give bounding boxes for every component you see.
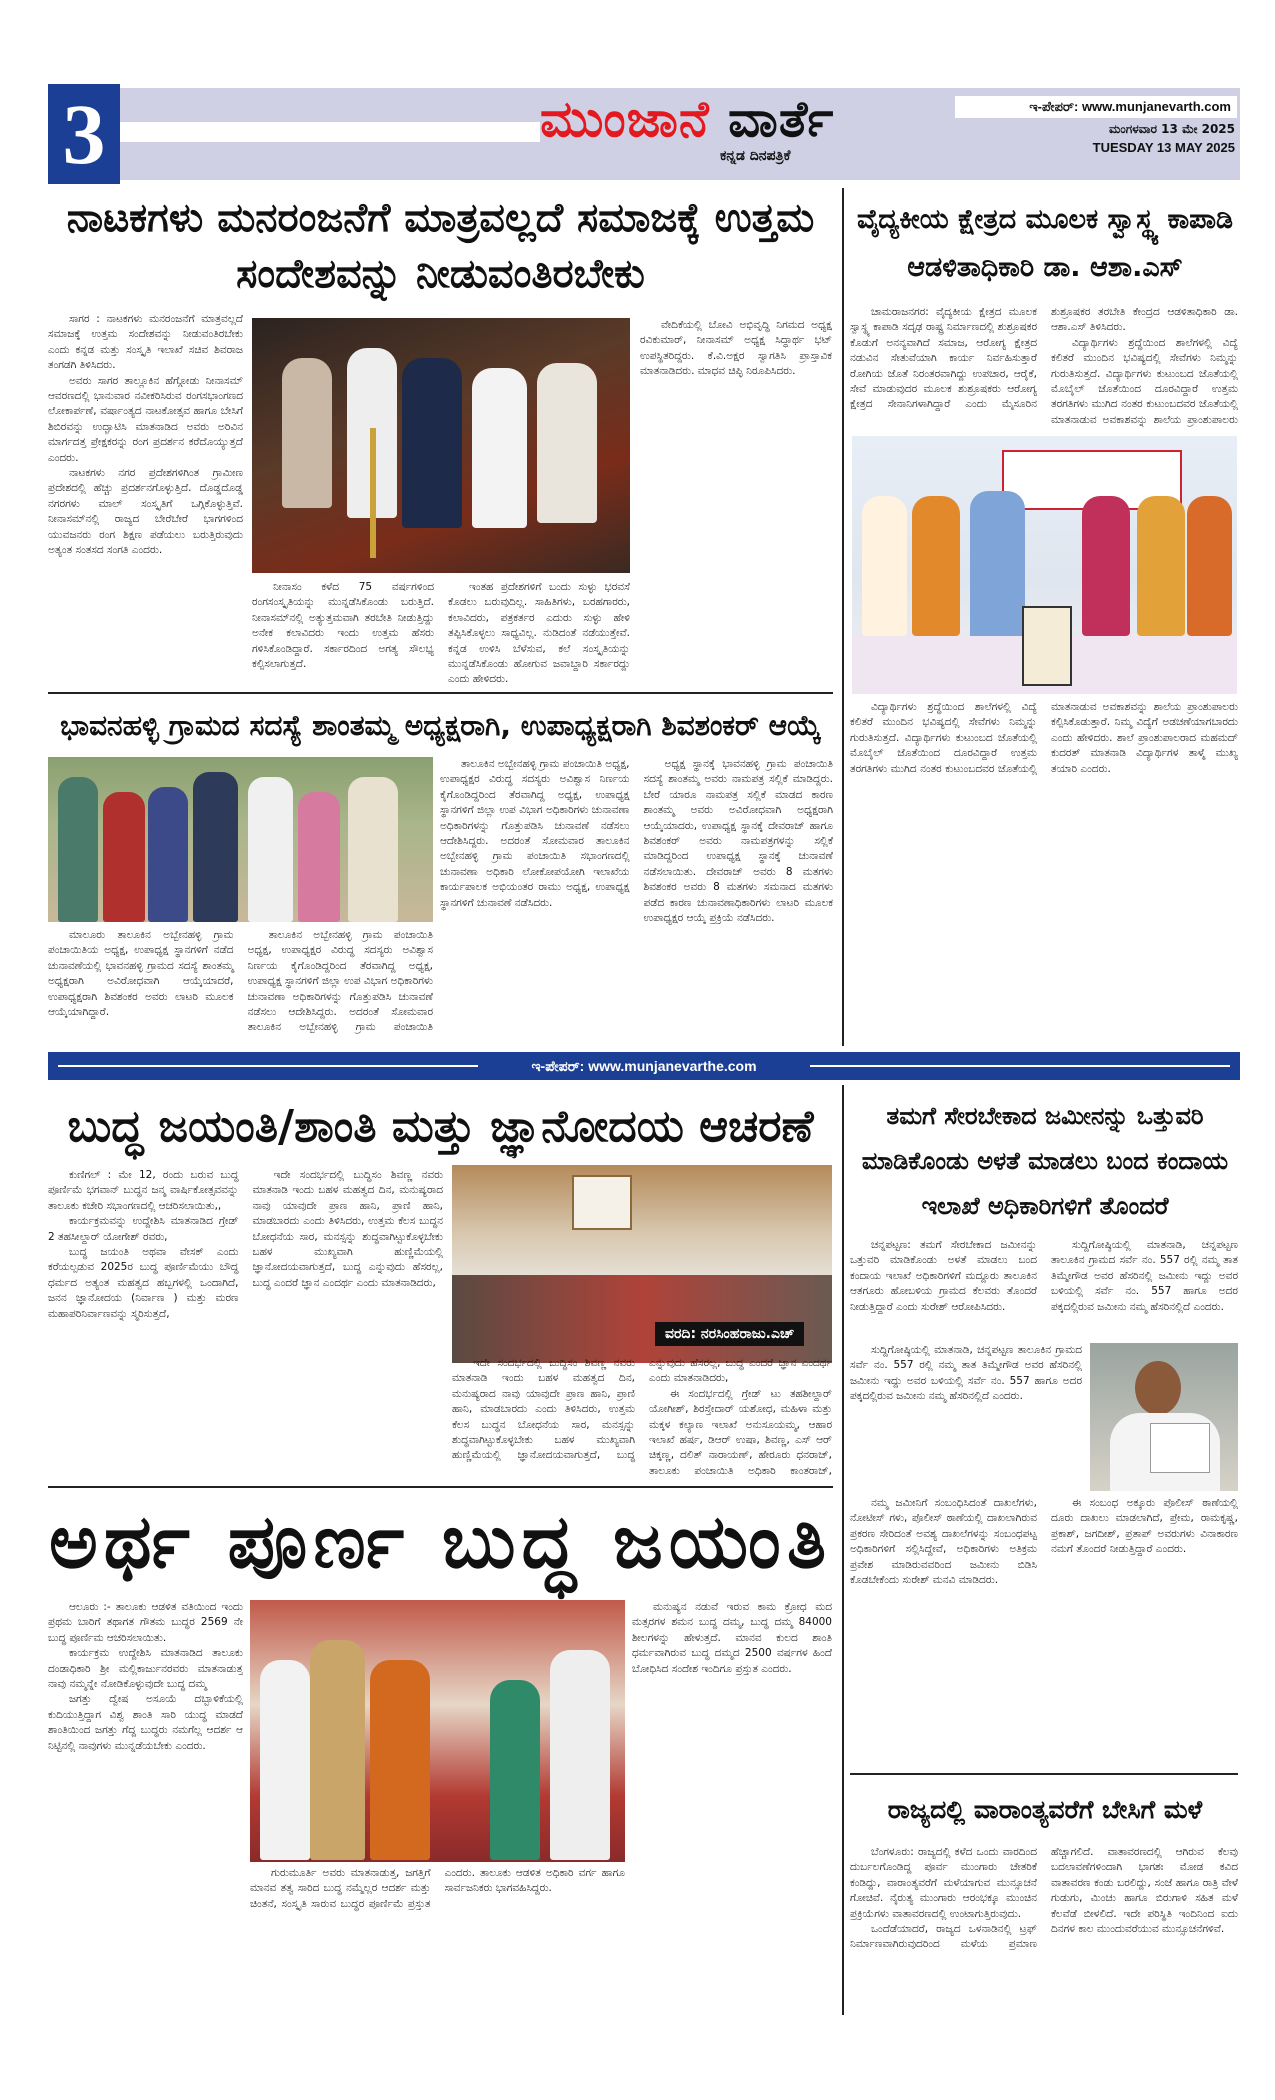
article-body [48, 1600, 243, 2010]
section-divider [48, 692, 833, 694]
article-paragraph: ಈ ಸಂದರ್ಭದಲ್ಲಿ ಗ್ರೇಡ್ ಟು ತಹಶೀಲ್ದಾರ್ ಯೋಗೀಶ್, ಶಿರಸ್ತೇದಾರ್ ಯಶೋಧ, ಮಹಿಳಾ ಮತ್ತು ಮಕ್ಕಳ ಕಲ್ಯಾಣ ಇಲಾಖೆ ಅನುಸೂಯಮ್ಮ, ಆಹಾರ ಇಲಾಖೆ ಹರ್ಷ, ಡಿಆರ್ ಉಷಾ, ಶಿವಣ್ಣ, ಎಸ್ ಆರ್ ಚಿಕ್ಕಣ್ಣ, ದಲಿತ್ ನಾರಾಯಣ್, ಹೇರೂರು ಧನರಾಜ್, ತಾಲೂಕು ಪಂಚಾಯಿತಿ ಅಧಿಕಾರಿ ಕಾಂತರಾಜ್, [649, 1387, 832, 1477]
article-paragraph: ಸುದ್ದಿಗೋಷ್ಠಿಯಲ್ಲಿ ಮಾತನಾಡಿ, ಚನ್ನಪಟ್ಟಣ ತಾಲೂಕಿನ ಗ್ರಾಮದ ಸರ್ವೆ ನಂ. 557 ರಲ್ಲಿ ನಮ್ಮ ತಾತ ತಿಮ್ಮೇಗೌಡ ಅವರ ಹೆಸರಿನಲ್ಲಿ ಜಮೀನು ಇದ್ದು ಅವರ ಬಳಿಯಲ್ಲಿ ಸರ್ವೆ ನಂ. 557 ಹಾಗೂ ಅದರ ಪಕ್ಕದಲ್ಲಿರುವ ಜಮೀನು ನಮ್ಮ ಹೆಸರಿನಲ್ಲಿದೆ ಎಂದರು. [850, 1344, 1082, 1403]
article-paragraph: ವೇದಿಕೆಯಲ್ಲಿ ಬೋವಿ ಅಭಿವೃದ್ಧಿ ನಿಗಮದ ಅಧ್ಯಕ್ಷ ರವಿಕುಮಾರ್, ನೀನಾಸಮ್ ಅಧ್ಯಕ್ಷ ಸಿದ್ಧಾರ್ಥ ಭಟ್ ಉಪಸ್ಥಿತರಿದ್ದರು. ಕೆ.ವಿ.ಅಕ್ಷರ ಸ್ವಾಗತಿಸಿ ಪ್ರಾಸ್ತಾವಿಕ ಮಾತನಾಡಿದರು. ಮಾಧವ ಚಿಪ್ಳಿ ನಿರೂಪಿಸಿದರು. [640, 319, 832, 378]
photo-lamp-lighting [252, 318, 630, 573]
article-paragraph: ಕಾರ್ಯಕ್ರಮವನ್ನು ಉದ್ದೇಶಿಸಿ ಮಾತನಾಡಿದ ಗ್ರೇಡ್ 2 ತಹಸೀಲ್ದಾರ್ ಯೋಗೇಶ್ ರವರು, [48, 1215, 239, 1243]
headline-land-encroachment: ತಮಗೆ ಸೇರಬೇಕಾದ ಜಮೀನನ್ನು ಒತ್ತುವರಿ ಮಾಡಿಕೊಂಡು ಅಳತೆ ಮಾಡಲು ಬಂದ ಕಂದಾಯ ಇಲಾಖೆ ಅಧಿಕಾರಿಗಳಿಗೆ ತೊಂದರೆ [861, 1102, 1229, 1220]
article-paragraph: ಅಧ್ಯಕ್ಷ ಸ್ಥಾನಕ್ಕೆ ಭಾವನಹಳ್ಳಿ ಗ್ರಾಮ ಪಂಚಾಯಿತಿ ಸದಸ್ಯೆ ಶಾಂತಮ್ಮ ಅವರು ನಾಮಪತ್ರ ಸಲ್ಲಿಕೆ ಮಾಡಿದ್ದರು. ಬೇರೆ ಯಾರೂ ನಾಮಪತ್ರ ಸಲ್ಲಿಕೆ ಮಾಡದ ಕಾರಣ ಶಾಂತಮ್ಮ ಅವರು ಅವಿರೋಧವಾಗಿ ಅಧ್ಯಕ್ಷರಾಗಿ ಆಯ್ಕೆಯಾದರು, ಉಪಾಧ್ಯಕ್ಷ ಸ್ಥಾನಕ್ಕೆ ದೇವರಾಜ್ ಹಾಗೂ ಶಿವಶಂಕರ್ ಅವರು ನಾಮಪತ್ರಗಳನ್ನು ಸಲ್ಲಿಕೆ ಮಾಡಿದ್ದರಿಂದ ಉಪಾಧ್ಯಕ್ಷ ಸ್ಥಾನಕ್ಕೆ ಚುನಾವಣೆ ನಡೆಸಲಾಯಿತು. ದೇವರಾಜ್ ಅವರು 8 ಮತಗಳು ಶಿವಶಂಕರ ಅವರು 8 ಮತಗಳು ಸಮನಾದ ಮತಗಳು ಪಡೆದ ಕಾರಣ ಚುನಾವಣಾಧಿಕಾರಿಗಳು ಲಾಟರಿ ಮೂಲಕ ಉಪಾಧ್ಯಕ್ಷರ ಆಯ್ಕೆ ಪ್ರಕ್ರಿಯೆ ನಡೆಸಿದರು. [643, 758, 833, 925]
article-paragraph: ಇದೇ ಸಂದರ್ಭದಲ್ಲಿ ಬುದ್ಧಿಸಂ ಶಿವಣ್ಣ ನವರು ಮಾತನಾಡಿ ಇಂದು ಬಹಳ ಮಹತ್ವದ ದಿನ, ಮನುಷ್ಯರಾದ ನಾವು ಯಾವುದೇ ಪ್ರಾಣ ಹಾನಿ, ಪ್ರಾಣಿ ಹಾನಿ, ಮಾಡಬಾರದು ಎಂದು ತಿಳಿಸಿದರು, ಉತ್ತಮ ಕೆಲಸ ಬುದ್ಧನ ಬೋಧನೆಯ ಸಾರ, ಮನಸ್ಸನ್ನು ಶುದ್ಧವಾಗಿಟ್ಟುಕೊಳ್ಳಬೇಕು ಬಹಳ ಮುಖ್ಯವಾಗಿ ಹುಣ್ಣಿಮೆಯಲ್ಲಿ ಜ್ಞಾನೋದಯವಾಗುತ್ತದೆ, ಬುದ್ಧ ಎನ್ನುವುದು ಹೆಸರಲ್ಲ, ಬುದ್ಧ ಎಂದರೆ ಜ್ಞಾನ ಎಂದರ್ಥ ಎಂದು ಮಾತನಾಡಿದರು, [452, 1357, 832, 1462]
headline-village: ಭಾವನಹಳ್ಳಿ ಗ್ರಾಮದ ಸದಸ್ಯೆ ಶಾಂತಮ್ಮ ಅಧ್ಯಕ್ಷರಾಗಿ, ಉಪಾಧ್ಯಕ್ಷರಾಗಿ ಶಿವಶಂಕರ್ ಆಯ್ಕೆ [60, 709, 821, 742]
article-body [440, 757, 833, 1040]
article-paragraph: ಚಾಮರಾಜನಗರ: ವೈದ್ಯಕೀಯ ಕ್ಷೇತ್ರದ ಮೂಲಕ ಸ್ವಾಸ್ಥ್ಯ ಕಾಪಾಡಿ ಸದೃಢ ರಾಷ್ಟ್ರ ನಿರ್ಮಾಣದಲ್ಲಿ ಶುಶ್ರೂಷಕರ ಕೊಡುಗೆ ಅನನ್ಯವಾಗಿದೆ ಸಮಾಜ, ಆರೋಗ್ಯ ಕ್ಷೇತ್ರದ ನಡುವಿನ ಸೇತುವೆಯಾಗಿ ಕಾರ್ಯ ನಿರ್ವಹಿಸುತ್ತಾರೆ ರೋಗಿಯ ಜೊತೆ ನಿರಂತರವಾಗಿದ್ದು ಉಪಚಾರ, ಆರೈಕೆ, ಸೇವೆ ಮಾಡುವುದರ ಮೂಲಕ ಶುಶ್ರೂಷಕರು ಆರೋಗ್ಯ ಕ್ಷೇತ್ರದ ಸೇನಾನಿಗಳಾಗಿದ್ದಾರೆ ಎಂದು ಮೈಸೂರಿನ ಶುಶ್ರೂಷಕರ ತರಬೇತಿ ಕೇಂದ್ರದ ಆಡಳಿತಾಧಿಕಾರಿ ಡಾ. ಆಶಾ.ಎಸ್ ತಿಳಿಸಿದರು. [850, 306, 1238, 411]
article-paragraph: ವಿದ್ಯಾರ್ಥಿಗಳು ಶ್ರದ್ಧೆಯಿಂದ ಶಾಲೆಗಳಲ್ಲಿ ವಿದ್ಯೆ ಕಲಿತರೆ ಮುಂದಿನ ಭವಿಷ್ಯದಲ್ಲಿ ಸೇವೆಗಳು ನಿಮ್ಮನ್ನು ಗುರುತಿಸುತ್ತದೆ. ವಿದ್ಯಾರ್ಥಿಗಳು ಕುಟುಂಬದ ಜೊತೆಯಲ್ಲಿ ಮೊಬೈಲ್ ಜೊತೆಯಿಂದ ದೂರವಿದ್ದಾರೆ ಉತ್ತಮ ತರಗತಿಗಳು ಮುಗಿದ ನಂತರ ಕುಟುಂಬದವರ ಜೊತೆಯಲ್ಲಿ ಮಾತನಾಡುವ ಅವಕಾಶವನ್ನು ಶಾಲೆಯ ಪ್ರಾಂಶುಪಾಲರು [1051, 336, 1238, 426]
article-body [850, 1343, 1082, 1493]
article-paragraph: ಆಲೂರು :- ತಾಲೂಕು ಆಡಳಿತ ವತಿಯಿಂದ ಇಂದು ಪ್ರಥಮ ಬಾರಿಗೆ ತಥಾಗತ ಗೌತಮ ಬುದ್ಧರ 2569 ನೇ ಬುದ್ಧ ಪೂರ್ಣಿಮ ಆಚರಿಸಲಾಯಿತು. [48, 1601, 243, 1644]
column-divider [842, 188, 844, 1046]
article-paragraph: ಒಂದೆಡೆಯಾದರೆ, ರಾಜ್ಯದ ಒಳನಾಡಿನಲ್ಲಿ ಟ್ರಫ್ ನಿರ್ಮಾಣವಾಗಿರುವುದರಿಂದ ಮಳೆಯ ಪ್ರಮಾಣ ಹೆಚ್ಚಾಗಲಿದೆ. ವಾತಾವರಣದಲ್ಲಿ ಆಗಿರುವ ಕೆಲವು ಬದಲಾವಣೆಗಳಿಂದಾಗಿ ಭಾಗಶಃ ಮೋಡ ಕವಿದ ವಾತಾವರಣ ಕಂಡು ಬರಲಿದ್ದು, ಸಂಜೆ ಹಾಗೂ ರಾತ್ರಿ ವೇಳೆ ಗುಡುಗು, ಮಿಂಚು ಹಾಗೂ ಬಿರುಗಾಳಿ ಸಹಿತ ಮಳೆ ಕೆಲವೆಡೆ ಬೀಳಲಿದೆ. ಇದೇ ಪರಿಸ್ಥಿತಿ ಇಂದಿನಿಂದ ಐದು ದಿನಗಳ ಕಾಲ ಮುಂದುವರೆಯುವ ಮುನ್ಸೂಚನೆಗಳಿವೆ. [850, 1846, 1238, 1951]
article-body [850, 700, 1238, 1040]
headline-buddha-aluru: ಅರ್ಥ ಪೂರ್ಣ ಬುದ್ಧ ಜಯಂತಿ [48, 1499, 833, 1585]
article-body [850, 305, 1238, 433]
article-paragraph: ತಾಲೂಕಿನ ಅಬ್ಬೇನಹಳ್ಳಿ ಗ್ರಾಮ ಪಂಚಾಯಿತಿ ಅಧ್ಯಕ್ಷ, ಉಪಾಧ್ಯಕ್ಷರ ವಿರುದ್ಧ ಸದಸ್ಯರು ಅವಿಶ್ವಾಸ ನಿರ್ಣಯ ಕೈಗೊಂಡಿದ್ದರಿಂದ ತೆರವಾಗಿದ್ದ ಅಧ್ಯಕ್ಷ, ಉಪಾಧ್ಯಕ್ಷ ಸ್ಥಾನಗಳಿಗೆ ಜಿಲ್ಲಾ ಉಪ ವಿಭಾಗ ಅಧಿಕಾರಿಗಳು ಚುನಾವಣಾ ಅಧಿಕಾರಿಗಳನ್ನು ಗೊತ್ತುಪಡಿಸಿ ಚುನಾವಣೆ ನಡೆಸಲು ಆದೇಶಿಸಿದ್ದರು. ಅದರಂತೆ ಸೋಮವಾರ ತಾಲೂಕಿನ ಅಬ್ಬೇನಹಳ್ಳಿ ಗ್ರಾಮ ಪಂಚಾಯಿತಿ [247, 929, 433, 1034]
masthead-stripe [120, 122, 540, 142]
article-paragraph: ಜಗತ್ತು ದ್ವೇಷ ಅಸೂಯೆ ದಬ್ಬಾಳಿಕೆಯಲ್ಲಿ ಕುದಿಯುತ್ತಿದ್ದಾಗ ವಿಶ್ವ ಶಾಂತಿ ಸಾರಿ ಯುದ್ಧ ಮಾಡದೆ ಶಾಂತಿಯಿಂದ ಜಗತ್ತು ಗೆದ್ದ ಬುದ್ಧರು ನಮಗೆಲ್ಲ ಆದರ್ಶ ಆ ನಿಟ್ಟಿನಲ್ಲಿ ನಾವುಗಳು ಮುನ್ನಡೆಯಬೇಕು ಎಂದರು. [48, 1693, 243, 1752]
section-divider [48, 1486, 833, 1488]
newspaper-logo [540, 90, 834, 149]
headline-health: ವೈದ್ಯಕೀಯ ಕ್ಷೇತ್ರದ ಮೂಲಕ ಸ್ವಾಸ್ಥ್ಯ ಕಾಪಾಡಿ ಆಡಳಿತಾಧಿಕಾರಿ ಡಾ. ಆಶಾ.ಎಸ್ [856, 204, 1234, 283]
logo-part2: ವಾರ್ತೆ [728, 90, 835, 148]
article-body [850, 1496, 1238, 1766]
photo-lamp-ceremony [250, 1600, 625, 1862]
article-paragraph: ಕಾರ್ಯಕ್ರಮ ಉದ್ದೇಶಿಸಿ ಮಾತನಾಡಿದ ತಾಲೂಕು ದಂಡಾಧಿಕಾರಿ ಶ್ರೀ ಮಲ್ಲಿಕಾರ್ಜುನರವರು ಮಾತನಾಡುತ್ತ ನಾವು ನಮ್ಮನ್ನೇ ನೋಡಿಕೊಳ್ಳುವುದೇ ಬುದ್ಧ ದಮ್ಮ [48, 1647, 243, 1691]
article-paragraph: ಬುದ್ಧ ಜಯಂತಿ ಅಥವಾ ವೇಸಕ್ ಎಂದು ಕರೆಯಲ್ಪಡುವ 2025ರ ಬುದ್ಧ ಪೂರ್ಣಿಮೆಯು ಬೌದ್ಧ ಧರ್ಮದ ಅತ್ಯಂತ ಮಹತ್ವದ ಹಬ್ಬಗಳಲ್ಲಿ ಒಂದಾಗಿದೆ, ಜನನ ಜ್ಞಾನೋದಯ (ನಿರ್ವಾಣ ) ಮತ್ತು ಮರಣ ಮಹಾಪರಿನಿರ್ವಾಣವನ್ನು ಸ್ಮರಿಸುತ್ತದೆ, [48, 1246, 239, 1320]
article-body [250, 1866, 625, 2011]
tagline: ಕನ್ನಡ ದಿನಪತ್ರಿಕೆ [720, 148, 791, 164]
page-number: 3 [48, 84, 120, 184]
headline-buddha-jayanti: ಬುದ್ಧ ಜಯಂತಿ/ಶಾಂತಿ ಮತ್ತು ಜ್ಞಾನೋದಯ ಆಚರಣೆ [67, 1101, 814, 1152]
article-paragraph: ನಮ್ಮ ಜಮೀನಿಗೆ ಸಂಬಂಧಿಸಿದಂತೆ ದಾಖಲೆಗಳು, ನೋಟೀಸ್ ಗಳು, ಪೊಲೀಸ್ ಠಾಣೆಯಲ್ಲಿ ದಾಖಲಾಗಿರುವ ಪ್ರಕರಣ ಸೇರಿದಂತೆ ಅವಶ್ಯ ದಾಖಲೆಗಳನ್ನು ಸಂಬಂಧಪಟ್ಟ ಅಧಿಕಾರಿಗಳಿಗೆ ಸಲ್ಲಿಸಿದ್ದೇವೆ, ಅಧಿಕಾರಿಗಳು ಅತಿಕ್ರಮ ಪ್ರವೇಶ ಮಾಡಿರುವವರಿಂದ ಜಮೀನು ಬಿಡಿಸಿ ಕೊಡಬೇಕೆಂದು ಸುರೇಶ್ ಮನವಿ ಮಾಡಿದರು. [850, 1497, 1037, 1587]
article-paragraph: ಮಾಲೂರು ತಾಲೂಕಿನ ಅಬ್ಬೇನಹಳ್ಳಿ ಗ್ರಾಮ ಪಂಚಾಯಿತಿಯ ಅಧ್ಯಕ್ಷ, ಉಪಾಧ್ಯಕ್ಷ ಸ್ಥಾನಗಳಿಗೆ ನಡೆದ ಚುನಾವಣೆಯಲ್ಲಿ ಭಾವನಹಳ್ಳಿ ಗ್ರಾಮದ ಸದಸ್ಯೆ ಶಾಂತಮ್ಮ ಅಧ್ಯಕ್ಷರಾಗಿ ಅವಿರೋಧವಾಗಿ ಆಯ್ಕೆಯಾದರೆ, ಉಪಾಧ್ಯಕ್ಷರಾಗಿ ಶಿವಶಂಕರ ಅವರು ಲಾಟರಿ ಮೂಲಕ ಆಯ್ಕೆಯಾಗಿದ್ದಾರೆ. [48, 929, 234, 1019]
article-paragraph: ಈ ಸಂಬಂಧ ಅಕ್ಕೂರು ಪೊಲೀಸ್ ಠಾಣೆಯಲ್ಲಿ ದೂರು ದಾಖಲು ಮಾಡಲಾಗಿದೆ, ಪ್ರೇಮ, ರಾಮಕೃಷ್ಣ, ಪ್ರಕಾಶ್, ಜಗದೀಶ್, ಪ್ರತಾಪ್ ಅವರುಗಳು ವಿನಾಕಾರಣ ನಮಗೆ ತೊಂದರೆ ನೀಡುತ್ತಿದ್ದಾರೆ ಎಂದರು. [1051, 1497, 1238, 1556]
article-paragraph: ಬೆಂಗಳೂರು: ರಾಜ್ಯದಲ್ಲಿ ಕಳೆದ ಒಂದು ವಾರದಿಂದ ದುರ್ಬಲಗೊಂಡಿದ್ದ ಪೂರ್ವ ಮುಂಗಾರು ಚೇತರಿಕೆ ಕಂಡಿದ್ದು, ವಾರಾಂತ್ಯವರೆಗೆ ಮಳೆಯಾಗುವ ಮುನ್ಸೂಚನೆ ಗೋಚಿವೆ. ನೈರುತ್ಯ ಮುಂಗಾರು ಆರಂಭಕ್ಕೂ ಮುಂಚಿನ ಪ್ರಕ್ರಿಯೆಗಳು ವಾತಾವರಣದಲ್ಲಿ ಉಂಟಾಗುತ್ತಿರುವುದು. [850, 1846, 1037, 1920]
article-body [252, 580, 630, 688]
article-body [452, 1356, 832, 1484]
epaper-banner [48, 1052, 1240, 1080]
article-body [48, 1168, 443, 1480]
article-paragraph: ತಾಲೂಕಿನ ಅಬ್ಬೇನಹಳ್ಳಿ ಗ್ರಾಮ ಪಂಚಾಯಿತಿ ಅಧ್ಯಕ್ಷ, ಉಪಾಧ್ಯಕ್ಷರ ವಿರುದ್ಧ ಸದಸ್ಯರು ಅವಿಶ್ವಾಸ ನಿರ್ಣಯ ಕೈಗೊಂಡಿದ್ದರಿಂದ ತೆರವಾಗಿದ್ದ ಅಧ್ಯಕ್ಷ, ಉಪಾಧ್ಯಕ್ಷ ಸ್ಥಾನಗಳಿಗೆ ಜಿಲ್ಲಾ ಉಪ ವಿಭಾಗ ಅಧಿಕಾರಿಗಳು ಚುನಾವಣಾ ಅಧಿಕಾರಿಗಳನ್ನು ಗೊತ್ತುಪಡಿಸಿ ಚುನಾವಣೆ ನಡೆಸಲು ಆದೇಶಿಸಿದ್ದರು. ಅದರಂತೆ ಸೋಮವಾರ ತಾಲೂಕಿನ ಅಬ್ಬೇನಹಳ್ಳಿ ಗ್ರಾಮ ಪಂಚಾಯಿತಿ ಸಭಾಂಗಣದಲ್ಲಿ ಚುನಾವಣಾ ಅಧಿಕಾರಿ ಲೋಕೋಪಯೋಗಿ ಇಲಾಖೆಯ ಕಾರ್ಯಪಾಲಕ ಅಭಿಯಂತರ ರಾಮು ಅಧ್ಯಕ್ಷ, ಉಪಾಧ್ಯಕ್ಷ ಸ್ಥಾನಗಳಿಗೆ ಚುನಾವಣೆ ನಡೆಸಿದರು. [440, 758, 630, 909]
photo-credit: ವರದಿ: ನರಸಿಂಹರಾಜು.ಎಚ್ [655, 1322, 804, 1346]
headline-rain: ರಾಜ್ಯದಲ್ಲಿ ವಾರಾಂತ್ಯವರೆಗೆ ಬೇಸಿಗೆ ಮಳೆ [887, 1795, 1203, 1824]
section-divider [850, 1773, 1238, 1775]
article-paragraph: ನೀನಾಸಂ ಕಳೆದ 75 ವರ್ಷಗಳಿಂದ ರಂಗಸಂಸ್ಕೃತಿಯನ್ನು ಮುನ್ನಡೆಸಿಕೊಂಡು ಬರುತ್ತಿದೆ. ನೀನಾಸಮ್‌ನಲ್ಲಿ ಅತ್ಯುತ್ತಮವಾಗಿ ತರಬೇತಿ ನೀಡುತ್ತಿದ್ದು ಅನೇಕ ಕಲಾವಿದರು ಇಂದು ಉತ್ತಮ ಹೆಸರು ಗಳಿಸಿಕೊಂಡಿದ್ದಾರೆ. ಸರ್ಕಾರದಿಂದ ಅಗತ್ಯ ಸೌಲಭ್ಯ ಕಲ್ಪಿಸಲಾಗುತ್ತದೆ. [252, 581, 434, 671]
photo-village-members [48, 757, 433, 922]
article-paragraph: ಇದೇ ಸಂದರ್ಭದಲ್ಲಿ ಬುದ್ಧಿಸಂ ಶಿವಣ್ಣ ನವರು ಮಾತನಾಡಿ ಇಂದು ಬಹಳ ಮಹತ್ವದ ದಿನ, ಮನುಷ್ಯರಾದ ನಾವು ಯಾವುದೇ ಪ್ರಾಣ ಹಾನಿ, ಪ್ರಾಣಿ ಹಾನಿ, ಮಾಡಬಾರದು ಎಂದು ತಿಳಿಸಿದರು, ಉತ್ತಮ ಕೆಲಸ ಬುದ್ಧನ ಬೋಧನೆಯ ಸಾರ, ಮನಸ್ಸನ್ನು ಶುದ್ಧವಾಗಿಟ್ಟುಕೊಳ್ಳಬೇಕು ಬಹಳ ಮುಖ್ಯವಾಗಿ ಹುಣ್ಣಿಮೆಯಲ್ಲಿ ಜ್ಞಾನೋದಯವಾಗುತ್ತದೆ, ಬುದ್ಧ ಎನ್ನುವುದು ಹೆಸರಲ್ಲ, ಬುದ್ಧ ಎಂದರೆ ಜ್ಞಾನ ಎಂದರ್ಥ ಎಂದು ಮಾತನಾಡಿದರು, [252, 1169, 443, 1289]
article-body [632, 1600, 832, 2010]
article-paragraph: ನಾಟಕಗಳು ನಗರ ಪ್ರದೇಶಗಳಿಗಿಂತ ಗ್ರಾಮೀಣ ಪ್ರದೇಶದಲ್ಲಿ ಹೆಚ್ಚು ಪ್ರದರ್ಶನಗೊಳ್ಳುತ್ತಿದೆ. ದೊಡ್ಡದೊಡ್ಡ ನಗರಗಳು ಮಾಲ್ ಸಂಸ್ಕೃತಿಗೆ ಒಗ್ಗಿಕೊಳ್ಳುತ್ತಿವೆ. ನೀನಾಸಮ್‌ನಲ್ಲಿ ರಾಜ್ಯದ ಬೇರೆಬೇರೆ ಭಾಗಗಳಿಂದ ಯುವಜನರು ರಂಗ ಶಿಕ್ಷಣ ಪಡೆಯಲು ಬರುತ್ತಿರುವುದು ಅತ್ಯಂತ ಸಂತಸದ ಸಂಗತಿ ಎಂದರು. [48, 467, 243, 557]
article-paragraph: ವಿದ್ಯಾರ್ಥಿಗಳು ಶ್ರದ್ಧೆಯಿಂದ ಶಾಲೆಗಳಲ್ಲಿ ವಿದ್ಯೆ ಕಲಿತರೆ ಮುಂದಿನ ಭವಿಷ್ಯದಲ್ಲಿ ಸೇವೆಗಳು ನಿಮ್ಮನ್ನು ಗುರುತಿಸುತ್ತದೆ. ವಿದ್ಯಾರ್ಥಿಗಳು ಕುಟುಂಬದ ಜೊತೆಯಲ್ಲಿ ಮೊಬೈಲ್ ಜೊತೆಯಿಂದ ದೂರವಿದ್ದಾರೆ ಉತ್ತಮ ತರಗತಿಗಳು ಮುಗಿದ ನಂತರ ಕುಟುಂಬದವರ ಜೊತೆಯಲ್ಲಿ ಮಾತನಾಡುವ ಅವಕಾಶವನ್ನು ಶಾಲೆಯ ಪ್ರಾಂಶುಪಾಲರು ಕಲ್ಪಿಸಿಕೊಡುತ್ತಾರೆ. ನಿಮ್ಮ ವಿದ್ಯೆಗೆ ಅಡಚಣೆಯಾಗಬಾರದು ಎಂದು ಹೇಳಿದರು. ಶಾಲೆ ಪ್ರಾಂಶುಪಾಲರಾದ ಮಹಮದ್ ಕುದರತ್ ಮಾತನಾಡಿ ವಿದ್ಯಾರ್ಥಿಗಳ ತಾಳ್ಮೆ ಮುಖ್ಯ ತಯಾರಿ ಎಂದರು. [850, 701, 1238, 775]
date-english: TUESDAY 13 MAY 2025 [1092, 140, 1235, 155]
column-divider [842, 1085, 844, 2015]
article-paragraph: ಸಾಗರ : ನಾಟಕಗಳು ಮನರಂಜನೆಗೆ ಮಾತ್ರವಲ್ಲದೆ ಸಮಾಜಕ್ಕೆ ಉತ್ತಮ ಸಂದೇಶವನ್ನು ನೀಡುವಂತಿರಬೇಕು ಎಂದು ಕನ್ನಡ ಮತ್ತು ಸಂಸ್ಕೃತಿ ಇಲಾಖೆ ಸಚಿವ ಶಿವರಾಜ ತಂಗಡಗಿ ತಿಳಿಸಿದರು. [48, 313, 243, 372]
article-paragraph: ಗುರುಮೂರ್ತಿ ಅವರು ಮಾತನಾಡುತ್ತ, ಜಗತ್ತಿಗೆ ಮಾನವ ತತ್ವ ಸಾರಿದ ಬುದ್ಧ ನಮ್ಮೆಲ್ಲರ ಆದರ್ಶ ಮತ್ತು ಚಿಂತನೆ, ಸಂಸ್ಕೃತಿ ಸಾರುವ ಬುದ್ಧರ ಪೂರ್ಣಿಮೆ ಪ್ರಸ್ತುತ ಎಂದರು. ತಾಲೂಕು ಆಡಳಿತ ಅಧಿಕಾರಿ ವರ್ಗ ಹಾಗೂ ಸಾರ್ವಜನಿಕರು ಭಾಗವಹಿಸಿದ್ದರು. [250, 1867, 625, 1910]
epaper-banner-link[interactable]: ಇ-ಪೇಪರ್: www.munjanevarthe.com [531, 1058, 757, 1074]
logo-part1: ಮುಂಜಾನೆ [540, 90, 710, 148]
article-body [640, 318, 832, 688]
article-body [48, 312, 243, 687]
headline-drama: ನಾಟಕಗಳು ಮನರಂಜನೆಗೆ ಮಾತ್ರವಲ್ಲದೆ ಸಮಾಜಕ್ಕೆ ಉತ್ತಮ ಸಂದೇಶವನ್ನು ನೀಡುವಂತಿರಬೇಕು [66, 195, 815, 297]
date-kannada: ಮಂಗಳವಾರ 13 ಮೇ 2025 [1108, 122, 1235, 136]
article-body [48, 928, 433, 1040]
article-paragraph: ಅವರು ಸಾಗರ ತಾಲ್ಲೂಕಿನ ಹೆಗ್ಗೋಡು ನೀನಾಸಮ್ ಆವರಣದಲ್ಲಿ ಭಾನುವಾರ ನವೀಕರಿಸಿರುವ ರಂಗಸಭಾಂಗಣದ ಲೋಕಾರ್ಪಣೆ, ವರ್ಷಾಂತ್ಯದ ನಾಟಕೋತ್ಸವ ಹಾಗೂ ಬೇಸಿಗೆ ಶಿಬಿರವನ್ನು ಉದ್ಘಾಟಿಸಿ ಮಾತನಾಡಿದ ಅವರು ಅರಿವಿನ ಮಾರ್ಗದತ್ತ ಪ್ರೇಕ್ಷಕರನ್ನು ರಂಗ ಪ್ರದರ್ಶನ ಕರೆದೊಯ್ಯುತ್ತದೆ ಎಂದರು. [48, 374, 243, 464]
photo-suresh [1090, 1343, 1238, 1491]
article-paragraph: ಮನುಷ್ಯನ ನಡುವೆ ಇರುವ ಕಾಮ ಕ್ರೋಧ ಮದ ಮತ್ಸರಗಳ ಶಮನ ಬುದ್ಧ ದಮ್ಮ, ಬುದ್ಧ ದಮ್ಮ 84000 ಶೀಲಗಳನ್ನು ಹೇಳುತ್ತದೆ. ಮಾನವ ಕುಲದ ಶಾಂತಿ ಧರ್ಮವಾಗಿರುವ ಬುದ್ಧ ದಮ್ಮದ 2500 ವರ್ಷಗಳ ಹಿಂದೆ ಬೋಧಿಸಿದ ಸಂದೇಶ ಇಂದಿಗೂ ಪ್ರಸ್ತುತ ಎಂದರು. [632, 1601, 832, 1675]
article-paragraph: ಚನ್ನಪಟ್ಟಣ: ತಮಗೆ ಸೇರಬೇಕಾದ ಜಮೀನನ್ನು ಒತ್ತುವರಿ ಮಾಡಿಕೊಂಡು ಅಳತೆ ಮಾಡಲು ಬಂದ ಕಂದಾಯ ಇಲಾಖೆ ಅಧಿಕಾರಿಗಳಿಗೆ ಮದ್ದೂರು ತಾಲೂಕಿನ ಆತಗೂರು ಹೋಬಳಿಯ ಗ್ರಾಮದ ಕೆಲವರು ತೊಂದರೆ ನೀಡುತ್ತಿದ್ದಾರೆ ಎಂದು ಸುರೇಶ್ ಆರೋಪಿಸಿದರು. [850, 1239, 1037, 1313]
article-body [850, 1845, 1238, 2015]
photo-nursing-school [852, 436, 1237, 694]
article-paragraph: ಸುದ್ದಿಗೋಷ್ಠಿಯಲ್ಲಿ ಮಾತನಾಡಿ, ಚನ್ನಪಟ್ಟಣ ತಾಲೂಕಿನ ಗ್ರಾಮದ ಸರ್ವೆ ನಂ. 557 ರಲ್ಲಿ ನಮ್ಮ ತಾತ ತಿಮ್ಮೇಗೌಡ ಅವರ ಹೆಸರಿನಲ್ಲಿ ಜಮೀನು ಇದ್ದು ಅವರ ಬಳಿಯಲ್ಲಿ ಸರ್ವೆ ನಂ. 557 ಹಾಗೂ ಅದರ ಪಕ್ಕದಲ್ಲಿರುವ ಜಮೀನು ನಮ್ಮ ಹೆಸರಿನಲ್ಲಿದೆ ಎಂದರು. [1051, 1239, 1238, 1313]
article-paragraph: ಕುಣಿಗಲ್ : ಮೇ 12, ರಂದು ಬರುವ ಬುದ್ಧ ಪೂರ್ಣಿಮೆ ಭಗವಾನ್ ಬುದ್ಧನ ಜನ್ಮ ವಾರ್ಷಿಕೋತ್ಸವವನ್ನು ತಾಲೂಕು ಕಚೇರಿ ಸಭಾಂಗಣದಲ್ಲಿ ಆಚರಿಸಲಾಯಿತು,, [48, 1169, 239, 1212]
article-body [850, 1238, 1238, 1338]
epaper-link[interactable]: ಇ-ಪೇಪರ್: www.munjanevarth.com [955, 96, 1237, 118]
article-paragraph: ಇಂತಹ ಪ್ರದೇಶಗಳಿಗೆ ಬಂದು ಸುಳ್ಳು ಭರವಸೆ ಕೊಡಲು ಬರುವುದಿಲ್ಲ. ಸಾಹಿತಿಗಳು, ಬರಹಗಾರರು, ಕಲಾವಿದರು, ಪತ್ರಕರ್ತರ ಎದುರು ಸುಳ್ಳು ಹೇಳಿ ತಪ್ಪಿಸಿಕೊಳ್ಳಲು ಸಾಧ್ಯವಿಲ್ಲ. ನುಡಿದಂತೆ ನಡೆಯುತ್ತೇವೆ. ಕನ್ನಡ ಉಳಿಸಿ ಬೆಳೆಸುವ, ಕಲೆ ಸಂಸ್ಕೃತಿಯನ್ನು ಮುನ್ನಡೆಸಿಕೊಂಡು ಹೋಗುವ ಜವಾಬ್ದಾರಿ ಸರ್ಕಾರದ್ದು ಎಂದು ಹೇಳಿದರು. [448, 581, 630, 686]
